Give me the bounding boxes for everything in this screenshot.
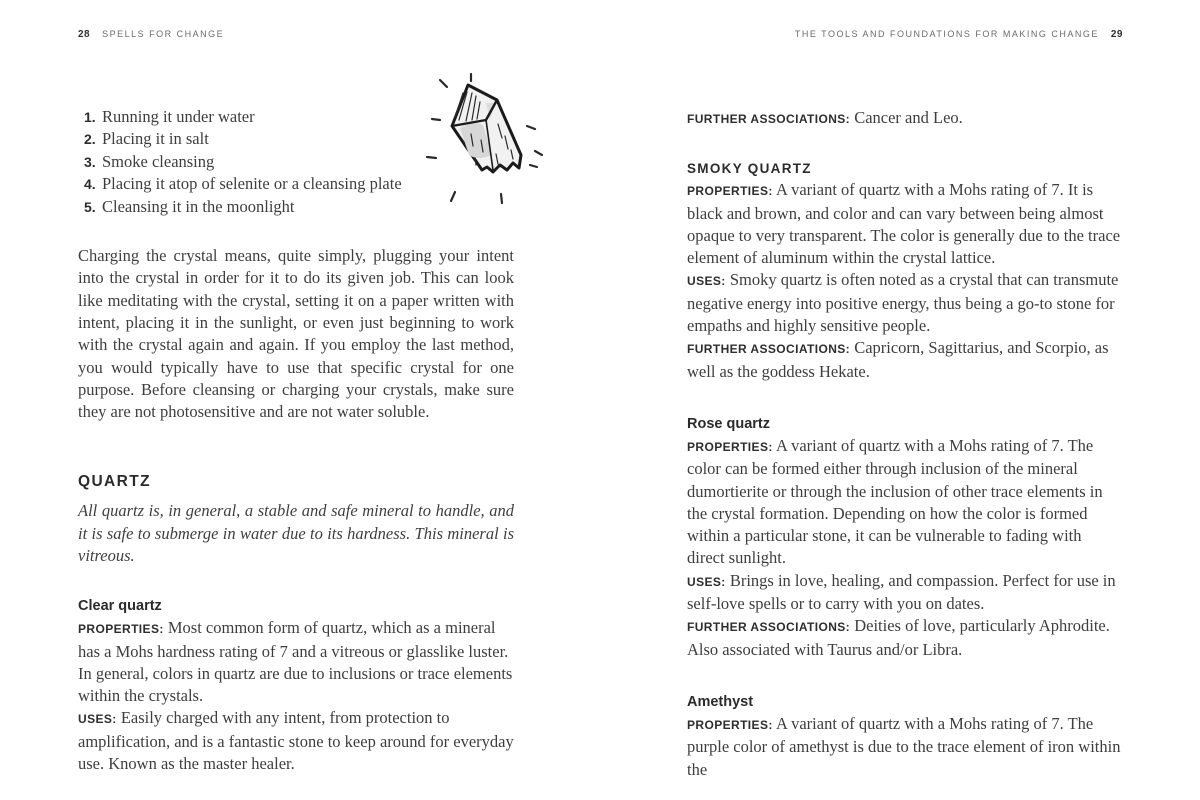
properties-text: A variant of quartz with a Mohs rating of 7. The purple color of amethyst is due to the trace element of iron within the — [687, 713, 1121, 779]
list-number: 1. — [84, 109, 96, 125]
properties-label: PROPERTIES: — [687, 717, 773, 732]
uses-label: USES: — [78, 712, 117, 727]
page-number-left: 28 — [78, 29, 91, 40]
list-item-text: Placing it atop of selenite or a cleansing plate — [102, 174, 402, 194]
uses-text: Smoky quartz is often noted as a crystal that can transmute negative energy into positive energy, thus being a go-to stone for empaths and highly sensitive people. — [687, 270, 1119, 336]
properties-text: A variant of quartz with a Mohs rating of 7. It is black and brown, and color and can vary between being almost opaque to very transparent. The color is generally due to the trace element of aluminum within the crystal lattice. — [687, 180, 1121, 268]
uses-label: USES: — [687, 274, 726, 289]
clear-quartz-heading: Clear quartz — [78, 598, 162, 615]
charging-paragraph: Charging the crystal means, quite simply, plugging your intent into the crystal in order for it to do its given job. This can look like meditating with the crystal, setting it on a paper written with intent, placing it in the sunlight, or even just beginning to work with the crystal again and again. If you employ the last method, you would typically have to use that specific crystal for one purpose. Before cleansing or charging your crystals, make sure they are not photosensitive and are not water soluble. — [78, 246, 514, 422]
running-head-left: SPELLS FOR CHANGE — [102, 29, 225, 39]
further-associations-text: Capricorn, Sagittarius, and Scorpio, as well as the goddess Hekate. — [687, 338, 1109, 381]
list-number: 4. — [84, 176, 96, 193]
list-item-text: Cleansing it in the moonlight — [102, 196, 295, 216]
crystal-sketch-icon — [425, 62, 555, 217]
clear-quartz-uses — [78, 707, 514, 775]
amethyst-properties — [687, 713, 1123, 781]
uses-text: Brings in love, healing, and compassion. Perfect for use in self-love spells or to carry with you on dates. — [687, 570, 1116, 614]
rose-quartz-uses — [687, 570, 1123, 616]
uses-label: USES: — [687, 574, 726, 589]
running-header-left — [78, 29, 514, 40]
quartz-section-heading: QUARTZ — [78, 473, 151, 491]
running-header-right — [687, 29, 1123, 40]
list-item-text: Placing it in salt — [102, 129, 209, 149]
list-number: 5. — [84, 198, 96, 215]
properties-text: Most common form of quartz, which as a mineral has a Mohs hardness rating of 7 and a vitreous or glasslike luster. In general, colors in quartz are due to inclusions or trace elements within the crystals. — [78, 618, 513, 706]
page-left — [78, 0, 514, 800]
further-associations-label: FURTHER ASSOCIATIONS: — [687, 342, 851, 357]
clear-quartz-properties — [78, 617, 514, 707]
smoky-quartz-properties — [687, 179, 1123, 269]
rose-quartz-further — [687, 615, 1123, 661]
smoky-quartz-uses — [687, 269, 1123, 337]
list-item-text: Smoke cleansing — [102, 151, 215, 171]
list-number: 2. — [84, 131, 96, 148]
running-head-right: THE TOOLS AND FOUNDATIONS FOR MAKING CHANGE — [794, 29, 1099, 39]
properties-label: PROPERTIES: — [687, 184, 773, 199]
further-associations-text: Cancer and Leo. — [854, 108, 963, 127]
further-associations-label: FURTHER ASSOCIATIONS: — [687, 620, 851, 635]
rose-quartz-heading: Rose quartz — [687, 415, 770, 432]
carryover-further-associations — [687, 107, 1123, 130]
list-item-text: Running it under water — [102, 107, 255, 126]
properties-label: PROPERTIES: — [78, 622, 164, 637]
amethyst-heading: Amethyst — [687, 693, 754, 710]
further-associations-label: FURTHER ASSOCIATIONS: — [687, 112, 851, 126]
crystal-illustration — [425, 62, 555, 217]
further-associations-text: Deities of love, particularly Aphrodite. Also associated with Taurus and/or Libra. — [687, 616, 1110, 659]
properties-text: A variant of quartz with a Mohs rating of 7. The color can be formed either through inclusion of the mineral dumortierite or through the inclusion of other trace elements in the crystal formation. Depending on how the color is formed within a particular stone, it can be vulnerable to fading with direct sunlight. — [687, 435, 1103, 568]
page-right — [687, 0, 1123, 800]
page-number-right: 29 — [1110, 29, 1123, 40]
smoky-quartz-further — [687, 337, 1123, 383]
uses-text: Easily charged with any intent, from protection to amplification, and is a fantastic stone to keep around for everyday use. Known as the master healer. — [78, 708, 514, 774]
quartz-intro-paragraph: All quartz is, in general, a stable and safe mineral to handle, and it is safe to submerge in water due to its hardness. This mineral is vitreous. — [78, 501, 514, 565]
properties-label: PROPERTIES: — [687, 439, 773, 454]
rose-quartz-properties — [687, 435, 1123, 570]
list-number: 3. — [84, 153, 96, 170]
smoky-quartz-heading: SMOKY QUARTZ — [687, 161, 812, 177]
